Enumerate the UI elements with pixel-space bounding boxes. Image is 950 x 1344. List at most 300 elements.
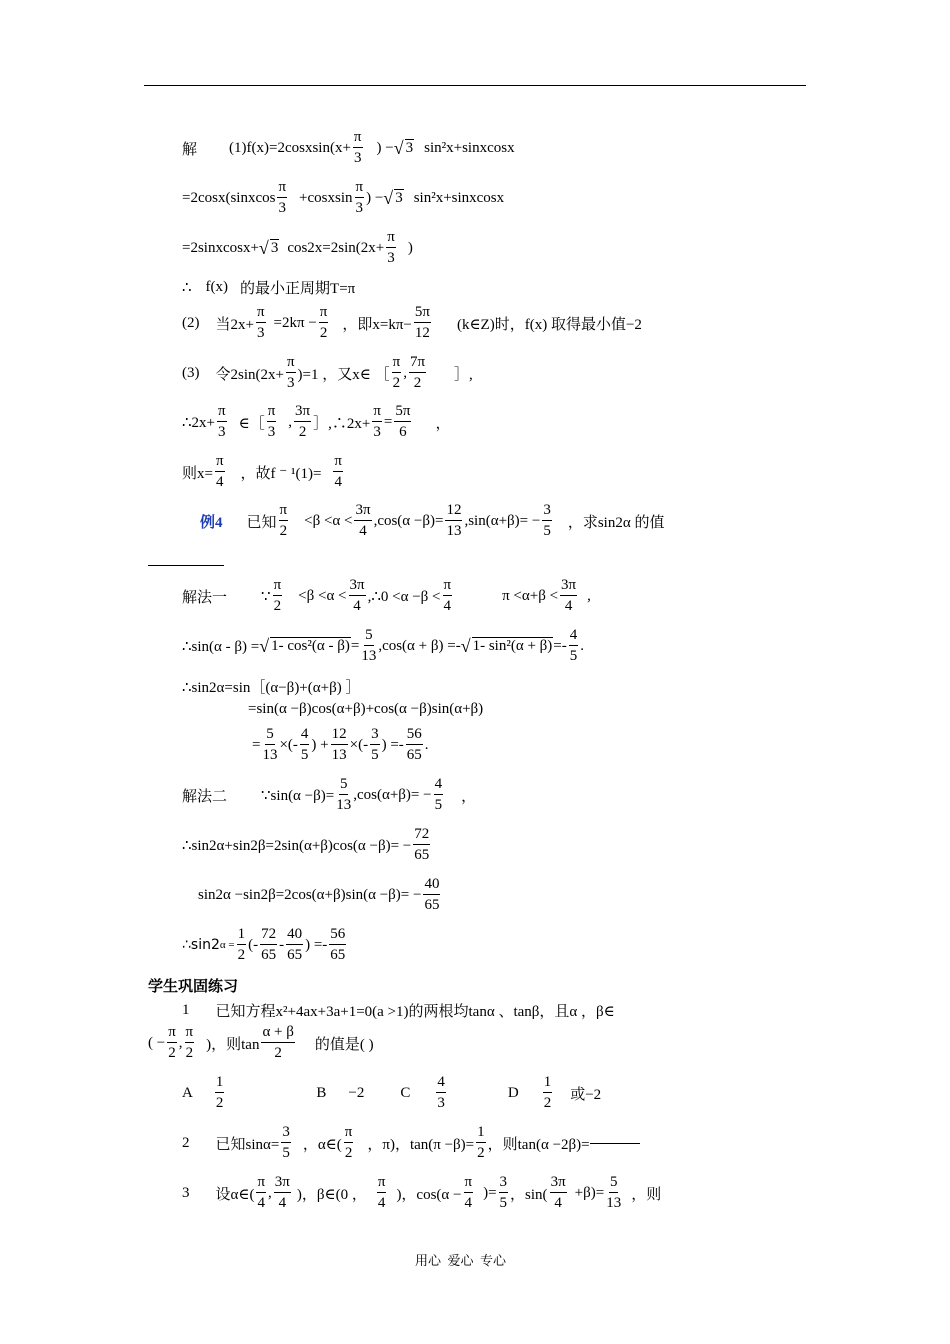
numerator: 3π bbox=[354, 503, 371, 521]
fraction bbox=[319, 305, 329, 341]
fraction bbox=[333, 454, 343, 490]
denominator: 4 bbox=[334, 474, 342, 490]
text: , bbox=[403, 364, 407, 381]
text: ∴sin(α - β) = bbox=[182, 638, 260, 655]
numerator: π bbox=[392, 355, 402, 373]
denominator: 4 bbox=[278, 1195, 287, 1211]
solution-line-3 bbox=[182, 230, 413, 266]
text: ］,∴2x+ bbox=[313, 415, 371, 432]
method-2-label: 解法二 bbox=[182, 788, 228, 805]
numerator: π bbox=[167, 1025, 177, 1043]
part-3-label: (3) bbox=[182, 364, 200, 381]
sqrt: √ 3 bbox=[258, 237, 279, 258]
denominator: 3 bbox=[218, 424, 226, 440]
denominator: 13 bbox=[361, 648, 377, 664]
page-footer bbox=[415, 1250, 506, 1269]
denominator: 4 bbox=[377, 1195, 386, 1211]
radicand: 1- cos²(α - β) bbox=[271, 638, 350, 655]
denominator: 4 bbox=[443, 598, 452, 614]
fraction bbox=[344, 1125, 354, 1161]
numerator: 3π bbox=[560, 578, 577, 596]
text: ×(- bbox=[349, 736, 369, 753]
fraction bbox=[423, 877, 440, 913]
numerator: 3π bbox=[294, 404, 311, 422]
derivation-line-4 bbox=[252, 727, 429, 763]
fraction bbox=[394, 404, 411, 440]
practice-heading bbox=[148, 975, 238, 996]
numerator: 1 bbox=[543, 1075, 553, 1093]
numerator: π bbox=[286, 355, 296, 373]
text: ∵sin(α −β)= bbox=[261, 787, 335, 804]
numerator: π bbox=[443, 578, 453, 596]
part-2-label: (2) bbox=[182, 314, 200, 331]
denominator: 3 bbox=[278, 200, 286, 216]
text: ∴sin2 bbox=[182, 937, 220, 953]
text: ∴sin2α=sin［(α−β)+(α+β) ］ bbox=[182, 680, 361, 696]
numerator: 3π bbox=[550, 1175, 567, 1193]
sqrt: √ 1- cos²(α - β) bbox=[259, 635, 350, 656]
text: ，则tan(α −2β)= bbox=[487, 1136, 590, 1153]
text: <β <α < bbox=[304, 512, 353, 529]
text: = bbox=[350, 637, 360, 654]
denominator: 2 bbox=[392, 375, 401, 391]
numerator: 1 bbox=[476, 1125, 486, 1143]
text: - bbox=[279, 936, 285, 953]
numerator: 72 bbox=[413, 827, 430, 845]
option-d-label: D bbox=[507, 1084, 519, 1101]
fraction bbox=[215, 454, 225, 490]
radicand: 3 bbox=[395, 190, 403, 207]
fraction bbox=[436, 1075, 446, 1111]
fraction bbox=[217, 404, 227, 440]
problem-1-options bbox=[182, 1075, 601, 1111]
denominator: 65 bbox=[330, 947, 346, 963]
text: =sin(α −β)cos(α+β)+cos(α −β)sin(α+β) bbox=[248, 701, 484, 717]
denominator: 3 bbox=[387, 250, 395, 266]
solution-line-6 bbox=[182, 355, 473, 391]
sqrt: √ 1- sin²(α + β) bbox=[460, 635, 553, 656]
fraction bbox=[331, 727, 348, 763]
denominator: 3 bbox=[267, 424, 276, 440]
derivation-line-6 bbox=[198, 877, 442, 913]
method-2-line bbox=[182, 777, 476, 813]
denominator: 4 bbox=[257, 1195, 265, 1211]
numerator: π bbox=[256, 305, 266, 323]
text: ，α∈( bbox=[302, 1136, 342, 1153]
numerator: 4 bbox=[569, 628, 579, 646]
derivation-line-1 bbox=[182, 628, 584, 664]
denominator: 2 bbox=[274, 1045, 282, 1061]
denominator: 5 bbox=[300, 747, 309, 763]
text: sin²x+sinxcosx bbox=[413, 189, 505, 206]
radicand: 1- sin²(α + β) bbox=[472, 638, 553, 655]
denominator: 2 bbox=[344, 1145, 353, 1161]
numerator: 12 bbox=[331, 727, 348, 745]
numerator: 3 bbox=[542, 503, 552, 521]
fraction bbox=[336, 777, 351, 813]
denominator: 65 bbox=[406, 747, 422, 763]
text: ∴2x+ bbox=[182, 414, 216, 431]
text: , bbox=[288, 413, 293, 430]
denominator: 5 bbox=[371, 747, 379, 763]
fraction bbox=[294, 404, 311, 440]
fraction bbox=[476, 1125, 486, 1161]
option-d-tail: 或−2 bbox=[570, 1086, 602, 1103]
fraction bbox=[361, 628, 376, 664]
numerator: 4 bbox=[300, 727, 310, 745]
text: 已知 bbox=[246, 514, 277, 531]
text: (- bbox=[248, 936, 259, 953]
denominator: 4 bbox=[464, 1195, 473, 1211]
part-1-label: (1) bbox=[229, 139, 247, 156]
fraction bbox=[550, 1175, 567, 1211]
numerator: 5 bbox=[364, 628, 374, 646]
fraction bbox=[185, 1025, 195, 1061]
numerator: 3π bbox=[274, 1175, 291, 1193]
numerator: 5 bbox=[265, 727, 275, 745]
numerator: 4 bbox=[436, 1075, 446, 1093]
problem-number: 3 bbox=[182, 1184, 190, 1201]
example-4-label: 例4 bbox=[200, 514, 223, 531]
text: ，sin( bbox=[510, 1186, 548, 1203]
text: ］, bbox=[454, 366, 473, 383]
fraction bbox=[353, 130, 363, 166]
numerator: 7π bbox=[409, 355, 426, 373]
option-b-value: −2 bbox=[348, 1084, 365, 1101]
solution-line-5 bbox=[182, 305, 642, 341]
fraction bbox=[281, 1125, 291, 1161]
numerator: 3π bbox=[349, 578, 366, 596]
text: =2cosx(sinxcos bbox=[182, 189, 276, 206]
text: <β <α < bbox=[298, 587, 347, 604]
text: f(x)=2cosxsin(x+ bbox=[246, 139, 351, 156]
fraction bbox=[414, 305, 431, 341]
text: ，故f ⁻ ¹(1)= bbox=[240, 465, 322, 482]
denominator: 5 bbox=[569, 648, 578, 664]
text: ，则 bbox=[631, 1186, 662, 1203]
text: ) bbox=[407, 239, 413, 256]
numerator: π bbox=[256, 1175, 266, 1193]
text: 令2sin(2x+ bbox=[215, 366, 284, 383]
sqrt: √ 3 bbox=[393, 137, 414, 158]
denominator: 2 bbox=[237, 947, 246, 963]
denominator: 12 bbox=[414, 325, 430, 341]
example-4-line bbox=[200, 503, 664, 539]
denominator: 13 bbox=[331, 747, 347, 763]
numerator: 3 bbox=[499, 1175, 509, 1193]
denominator: 3 bbox=[437, 1095, 445, 1111]
denominator: 2 bbox=[215, 1095, 224, 1111]
fraction bbox=[267, 404, 277, 440]
denominator: 65 bbox=[424, 897, 440, 913]
problem-1-line-2 bbox=[148, 1025, 374, 1061]
denominator: 3 bbox=[373, 424, 381, 440]
text: ， bbox=[435, 415, 451, 432]
solution-line-8 bbox=[182, 454, 345, 490]
text: ) =- bbox=[305, 936, 328, 953]
text: ,cos(α + β) =- bbox=[378, 637, 461, 654]
denominator: 4 bbox=[359, 523, 367, 539]
fraction bbox=[167, 1025, 177, 1061]
numerator: π bbox=[355, 180, 365, 198]
text: ，即x=kπ− bbox=[342, 316, 412, 333]
fraction bbox=[274, 1175, 291, 1211]
fraction bbox=[300, 727, 310, 763]
denominator: 3 bbox=[353, 150, 362, 166]
text: ,cos(α+β)= − bbox=[353, 786, 432, 803]
numerator: 56 bbox=[329, 927, 346, 945]
because-symbol: ∵ bbox=[261, 588, 271, 605]
text: ,sin(α+β)= − bbox=[464, 512, 541, 529]
option-a-label: A bbox=[182, 1084, 193, 1101]
option-c-label: C bbox=[400, 1084, 411, 1101]
numerator: 3 bbox=[370, 727, 380, 745]
fraction bbox=[543, 1075, 553, 1111]
fraction bbox=[261, 1025, 294, 1061]
numerator: π bbox=[277, 180, 287, 198]
numerator: π bbox=[279, 503, 289, 521]
text: ∈［ bbox=[238, 415, 265, 432]
denominator: 2 bbox=[273, 598, 282, 614]
denominator: 13 bbox=[262, 747, 278, 763]
text: , bbox=[587, 587, 591, 604]
numerator: π bbox=[215, 454, 225, 472]
denominator: 2 bbox=[477, 1145, 485, 1161]
solution-line-2 bbox=[182, 180, 504, 216]
fraction bbox=[215, 1075, 225, 1111]
numerator: π bbox=[344, 1125, 354, 1143]
denominator: 5 bbox=[499, 1195, 508, 1211]
header-rule bbox=[144, 85, 806, 86]
text: ) =- bbox=[381, 736, 404, 753]
text: ，π)，tan(π −β)= bbox=[367, 1136, 475, 1153]
fraction bbox=[277, 180, 287, 216]
fraction bbox=[443, 578, 453, 614]
footer-text: 用心 爱心 专心 bbox=[415, 1253, 507, 1268]
text: ,∴0 <α −β < bbox=[367, 588, 441, 605]
fraction bbox=[445, 503, 462, 539]
radicand: 3 bbox=[270, 240, 279, 257]
denominator: 13 bbox=[446, 523, 462, 539]
option-b-label: B bbox=[316, 1084, 327, 1101]
numerator: 5π bbox=[394, 404, 411, 422]
text: ) + bbox=[311, 736, 329, 753]
answer-blank bbox=[590, 1143, 640, 1144]
fraction bbox=[386, 230, 396, 266]
numerator: α + β bbox=[261, 1025, 294, 1043]
fraction bbox=[355, 180, 365, 216]
solution-line-7 bbox=[182, 404, 450, 440]
solution-label: 解 bbox=[182, 141, 198, 158]
fraction bbox=[349, 578, 366, 614]
solution-line-4 bbox=[182, 277, 355, 298]
numerator: π bbox=[377, 1175, 387, 1193]
problem-3-line bbox=[182, 1175, 661, 1211]
text: )= bbox=[483, 1184, 497, 1201]
denominator: 3 bbox=[287, 375, 295, 391]
text: f(x) bbox=[205, 279, 229, 295]
denominator: 65 bbox=[261, 947, 277, 963]
solution-line-1 bbox=[182, 130, 515, 166]
fraction bbox=[499, 1175, 509, 1211]
method-1-line bbox=[182, 578, 591, 614]
problem-2-line bbox=[182, 1125, 640, 1161]
therefore-symbol: ∴ bbox=[182, 280, 192, 296]
text: +β)= bbox=[574, 1184, 605, 1201]
numerator: 5 bbox=[609, 1175, 619, 1193]
text: sin²x+sinxcosx bbox=[424, 139, 515, 156]
numerator: π bbox=[372, 404, 382, 422]
fraction bbox=[413, 827, 430, 863]
denominator: 5 bbox=[543, 523, 551, 539]
radicand: 3 bbox=[405, 140, 414, 157]
numerator: π bbox=[386, 230, 396, 248]
method-1-label: 解法一 bbox=[182, 589, 228, 606]
text: 当2x+ bbox=[215, 316, 254, 333]
text: 已知方程x²+4ax+3a+1=0(a >1)的两根均tanα 、tanβ，且α ，β∈ bbox=[215, 1004, 615, 1020]
denominator: 2 bbox=[543, 1095, 552, 1111]
fraction bbox=[256, 1175, 266, 1211]
denominator: 5 bbox=[434, 797, 443, 813]
text: ) − bbox=[366, 189, 384, 206]
text: ，求sin2α 的值 bbox=[567, 514, 665, 531]
numerator: π bbox=[464, 1175, 474, 1193]
fraction bbox=[286, 927, 303, 963]
numerator: 12 bbox=[445, 503, 462, 521]
fraction bbox=[406, 727, 423, 763]
denominator: 4 bbox=[353, 598, 361, 614]
numerator: 5π bbox=[414, 305, 431, 323]
text: π <α+β < bbox=[502, 587, 559, 604]
denominator: 3 bbox=[355, 200, 364, 216]
denominator: 2 bbox=[413, 375, 422, 391]
fraction bbox=[279, 503, 289, 539]
fraction bbox=[262, 727, 277, 763]
fraction bbox=[354, 503, 371, 539]
text: 的最小正周期T=π bbox=[240, 281, 356, 297]
text: )，β∈(0 ， bbox=[296, 1186, 367, 1203]
text: )，cos(α − bbox=[396, 1186, 462, 1203]
numerator: π bbox=[217, 404, 227, 422]
derivation-line-5 bbox=[182, 827, 432, 863]
derivation-line-2 bbox=[182, 676, 360, 697]
text: , bbox=[178, 1034, 183, 1051]
text: α = bbox=[219, 939, 235, 951]
text: ， bbox=[461, 788, 477, 805]
numerator: π bbox=[267, 404, 277, 422]
text: =- bbox=[553, 637, 567, 654]
fraction bbox=[329, 927, 346, 963]
derivation-line-3 bbox=[248, 701, 483, 718]
problem-number: 2 bbox=[182, 1134, 190, 1151]
denominator: 4 bbox=[564, 598, 573, 614]
text: ×(- bbox=[279, 736, 298, 753]
text: ,cos(α −β)= bbox=[373, 512, 444, 529]
denominator: 2 bbox=[185, 1045, 194, 1061]
numerator: 1 bbox=[237, 927, 247, 945]
fraction bbox=[273, 578, 283, 614]
text: ( − bbox=[148, 1034, 166, 1051]
problem-number: 1 bbox=[182, 1002, 190, 1018]
fraction bbox=[372, 404, 382, 440]
problem-1-line-1 bbox=[182, 1000, 615, 1021]
numerator: 72 bbox=[260, 927, 277, 945]
answer-blank bbox=[148, 565, 224, 566]
denominator: 3 bbox=[257, 325, 265, 341]
sqrt: √ 3 bbox=[383, 187, 403, 208]
denominator: 2 bbox=[168, 1045, 176, 1061]
denominator: 13 bbox=[336, 797, 352, 813]
numerator: π bbox=[333, 454, 343, 472]
text: , bbox=[268, 1184, 272, 1201]
text: 则x= bbox=[182, 465, 213, 482]
denominator: 4 bbox=[216, 474, 224, 490]
derivation-line-7 bbox=[182, 927, 348, 963]
text: +cosxsin bbox=[299, 189, 353, 206]
text: . bbox=[580, 637, 584, 654]
numerator: 40 bbox=[286, 927, 303, 945]
text: 的值是( ) bbox=[314, 1036, 374, 1053]
fraction bbox=[606, 1175, 621, 1211]
text: . bbox=[424, 736, 429, 753]
numerator: 4 bbox=[434, 777, 444, 795]
text: = bbox=[252, 736, 261, 753]
denominator: 5 bbox=[282, 1145, 290, 1161]
fraction bbox=[542, 503, 552, 539]
numerator: π bbox=[353, 130, 363, 148]
fraction bbox=[377, 1175, 387, 1211]
numerator: π bbox=[273, 578, 283, 596]
denominator: 2 bbox=[279, 523, 288, 539]
fraction bbox=[409, 355, 426, 391]
text: 已知sinα= bbox=[215, 1136, 280, 1153]
denominator: 6 bbox=[399, 424, 407, 440]
denominator: 65 bbox=[414, 847, 430, 863]
numerator: 5 bbox=[339, 777, 349, 795]
fraction bbox=[256, 305, 266, 341]
practice-title: 学生巩固练习 bbox=[148, 979, 239, 995]
text: ∴sin2α+sin2β=2sin(α+β)cos(α −β)= − bbox=[182, 837, 412, 854]
text: =2kπ − bbox=[273, 314, 317, 331]
denominator: 65 bbox=[287, 947, 303, 963]
fraction bbox=[260, 927, 277, 963]
text: )，则tan bbox=[206, 1036, 260, 1053]
text: )=1 ，又x∈ ［ bbox=[297, 366, 390, 383]
text: sin2α −sin2β=2cos(α+β)sin(α −β)= − bbox=[198, 886, 422, 903]
fraction bbox=[569, 628, 579, 664]
text: ) − bbox=[376, 139, 394, 156]
fraction bbox=[286, 355, 296, 391]
fraction bbox=[464, 1175, 474, 1211]
denominator: 2 bbox=[319, 325, 328, 341]
numerator: 3 bbox=[281, 1125, 291, 1143]
text: 设α∈( bbox=[215, 1186, 255, 1203]
text: (k∈Z)时，f(x) 取得最小值−2 bbox=[456, 316, 642, 333]
fraction bbox=[392, 355, 402, 391]
text: cos2x=2sin(2x+ bbox=[287, 239, 385, 256]
fraction bbox=[237, 927, 247, 963]
numerator: 40 bbox=[423, 877, 440, 895]
numerator: 56 bbox=[406, 727, 423, 745]
numerator: 1 bbox=[215, 1075, 225, 1093]
fraction bbox=[370, 727, 380, 763]
fraction bbox=[560, 578, 577, 614]
denominator: 4 bbox=[554, 1195, 562, 1211]
denominator: 13 bbox=[606, 1195, 622, 1211]
text: = bbox=[383, 413, 393, 430]
numerator: π bbox=[319, 305, 329, 323]
numerator: π bbox=[185, 1025, 195, 1043]
